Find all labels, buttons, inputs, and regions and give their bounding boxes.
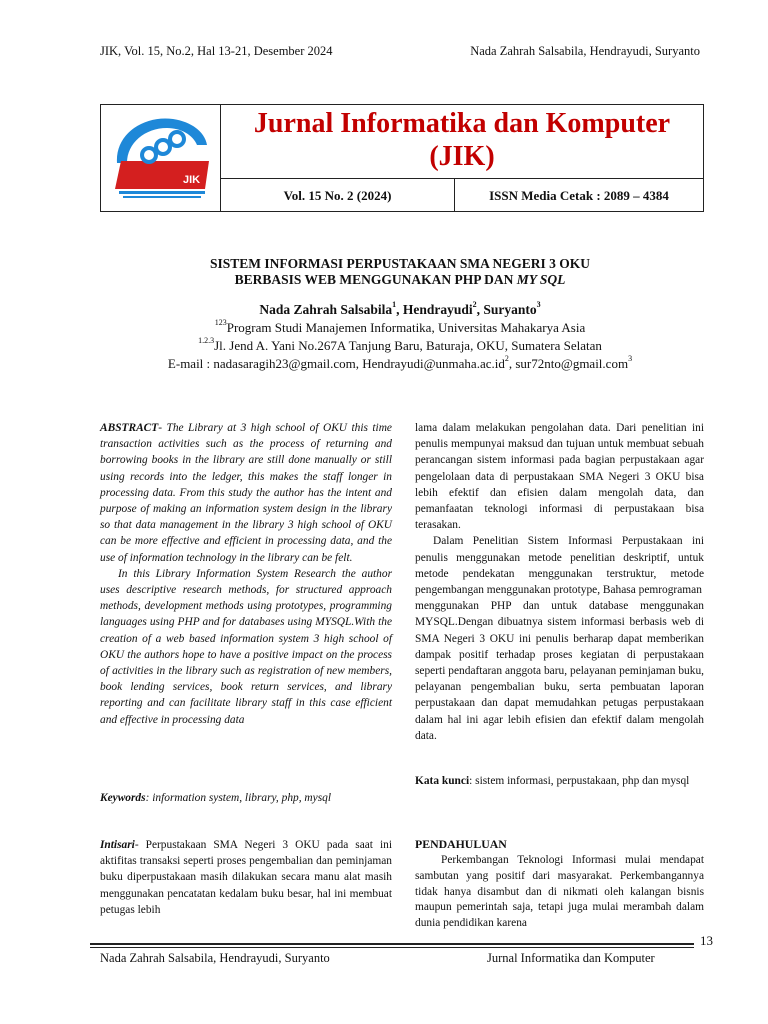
address [100, 338, 700, 354]
author-separator: , [476, 302, 484, 317]
abstract-section [100, 420, 392, 728]
footer-rule [90, 947, 694, 948]
body-paragraph: menggunakan PHP dan untuk database menggunakan MYSQL.Dengan dibuatnya sistem informasi berbasis web di SMA Negeri 3 OKU ini penulis berharap dapat memberikan dampak positif terhadap proses kegiatan di perpustakaan seperti pendaftaran anggota baru, pelayanan peminjaman buku, pelayanan pengembalian buku, serta pembuatan laporan perpustakaan dan dapat memudahkan petugas perpustakaan dalam hal ini agar lebih efisien dan efektif dalam mengolah data. [415, 600, 704, 742]
volume-label: Vol. 15 No. 2 (2024) [221, 179, 455, 212]
journal-title [221, 107, 703, 177]
author-name: Suryanto [483, 302, 537, 317]
author-name: Hendrayudi [402, 302, 473, 317]
email-line [100, 356, 700, 372]
email-text: , sur72nto@gmail.com [508, 356, 629, 371]
address-text: Jl. Jend A. Yani No.267A Tanjung Baru, Baturaja, OKU, Sumatera Selatan [214, 338, 602, 353]
abstract-label: ABSTRACT [100, 422, 159, 434]
keywords-label: Keywords [100, 792, 146, 804]
email-text: E-mail : nadasaragih23@gmail.com, Hendrayudi@unmaha.ac.id [167, 356, 505, 371]
footer-journal: Jurnal Informatika dan Komputer [487, 951, 655, 965]
kata-kunci [415, 773, 704, 789]
footer-rule [90, 943, 694, 945]
affiliation [100, 320, 700, 336]
body-paragraph: lama dalam melakukan pengolahan data. Dari penelitian ini penulis mempunyai maksud dan tujuan untuk membuat sebuah perancangan sistem informasi pada bagian perpustakaan agar pengelolaan data di perpustakaan SMA Negeri 3 OKU bisa lebih efektif dan efisien dalam mengolah data, dan pemanfaatan teknologi informasi di perpustakaan bisa terasakan. [415, 422, 704, 532]
address-sup: 1.2.3 [198, 336, 215, 345]
author-sup: 3 [536, 300, 541, 309]
intisari-continued [415, 420, 704, 744]
keywords [100, 792, 392, 804]
journal-logo-cell [101, 105, 221, 211]
pendahuluan-text [415, 853, 704, 932]
email-sup: 3 [628, 354, 633, 363]
kata-kunci-text: : sistem informasi, perpustakaan, php dan mysql [469, 775, 690, 787]
pendahuluan-paragraph: Perkembangan Teknologi Informasi mulai mendapat sambutan yang positif dari masyarakat. Perkembangannya tidak hanya disambut dan di nikmati oleh kalangan bisnis maupun pemerintah saja, tetapi juga mulai merambah dalam dunia pendidikan karena [415, 854, 704, 930]
author-sup: 1 [392, 300, 397, 309]
paper-title-line1: SISTEM INFORMASI PERPUSTAKAAN SMA NEGERI 3 OKU [209, 256, 591, 271]
abstract-text: - The Library at 3 high school of OKU this time transaction activities such as the process of returning and borrowing books in the library are still done manually or still using records into the ledger, this makes the staff longer in processing data. From this study the author has the intent and purpose of making an information system design in the library so that data management in the library 3 high school of OKU can be more effective and efficient in processing data, and the use of information technology in the library can be felt. [100, 422, 392, 564]
author-sup: 2 [472, 300, 477, 309]
body-paragraph: Dalam Penelitian Sistem Informasi Perpustakaan ini penulis menggunakan metode penelitian deskriptif, untuk metode pendekatan menggunakan terstruktur, metode pengembangan menggunakan prototype, Bahasa pemrograman [415, 535, 704, 597]
running-header-authors: Nada Zahrah Salsabila, Hendrayudi, Suryanto [470, 44, 700, 58]
abstract-paragraph: In this Library Information System Research the author uses descriptive research methods, for structured approach methods, development methods using prototypes, programming languages using PHP and for databases using MYSQL.With the creation of a web based information system 3 high school of OKU the authors hope to have a positive impact on the process of activities in the library such as registration of new members, book lending services, book return services, and library reporting and can facilitate library staff in this case efficient and effective in processing data [100, 567, 392, 726]
intisari-text: - Perpustakaan SMA Negeri 3 OKU pada saat ini aktifitas transaksi seperti proses pengembalian dan peminjaman buku diperpustakaan masih dilakukan secara manu alat masih menggunakan pencatatan kedalam buku besar, hal ini membuat petugas lebih [100, 839, 392, 916]
masthead-info-row [221, 178, 703, 212]
issn-label: ISSN Media Cetak : 2089 – 4384 [489, 188, 669, 203]
svg-text:JIK: JIK [183, 174, 201, 186]
journal-title-line2: (JIK) [429, 141, 495, 172]
kata-kunci-label: Kata kunci [415, 775, 470, 787]
section-heading-pendahuluan: PENDAHULUAN [415, 837, 507, 851]
affiliation-sup: 123 [214, 318, 227, 327]
journal-title-line1: Jurnal Informatika dan Komputer [253, 108, 671, 139]
intisari-section [100, 837, 392, 918]
author-list [100, 302, 700, 318]
page-number: 13 [700, 933, 713, 948]
affiliation-text: Program Studi Manajemen Informatika, Universitas Mahakarya Asia [226, 320, 586, 335]
keywords-text: : information system, library, php, mysql [145, 792, 331, 804]
paper-title-line2 [100, 272, 700, 288]
author-separator: , [396, 302, 403, 317]
jik-logo-icon [101, 105, 220, 211]
footer-authors: Nada Zahrah Salsabila, Hendrayudi, Suryanto [100, 951, 330, 965]
abstract-paragraph [100, 420, 392, 566]
intisari-label: Intisari [100, 839, 135, 851]
journal-masthead [100, 104, 704, 212]
paper-title-line2-text: BERBASIS WEB MENGGUNAKAN PHP DAN [234, 272, 517, 287]
paper-title-line2-italic: MY SQL [516, 272, 566, 287]
author-name: Nada Zahrah Salsabila [259, 302, 393, 317]
paper-title [100, 256, 700, 288]
running-header-citation: JIK, Vol. 15, No.2, Hal 13-21, Desember 2024 [100, 44, 333, 58]
email-sup: 2 [504, 354, 509, 363]
